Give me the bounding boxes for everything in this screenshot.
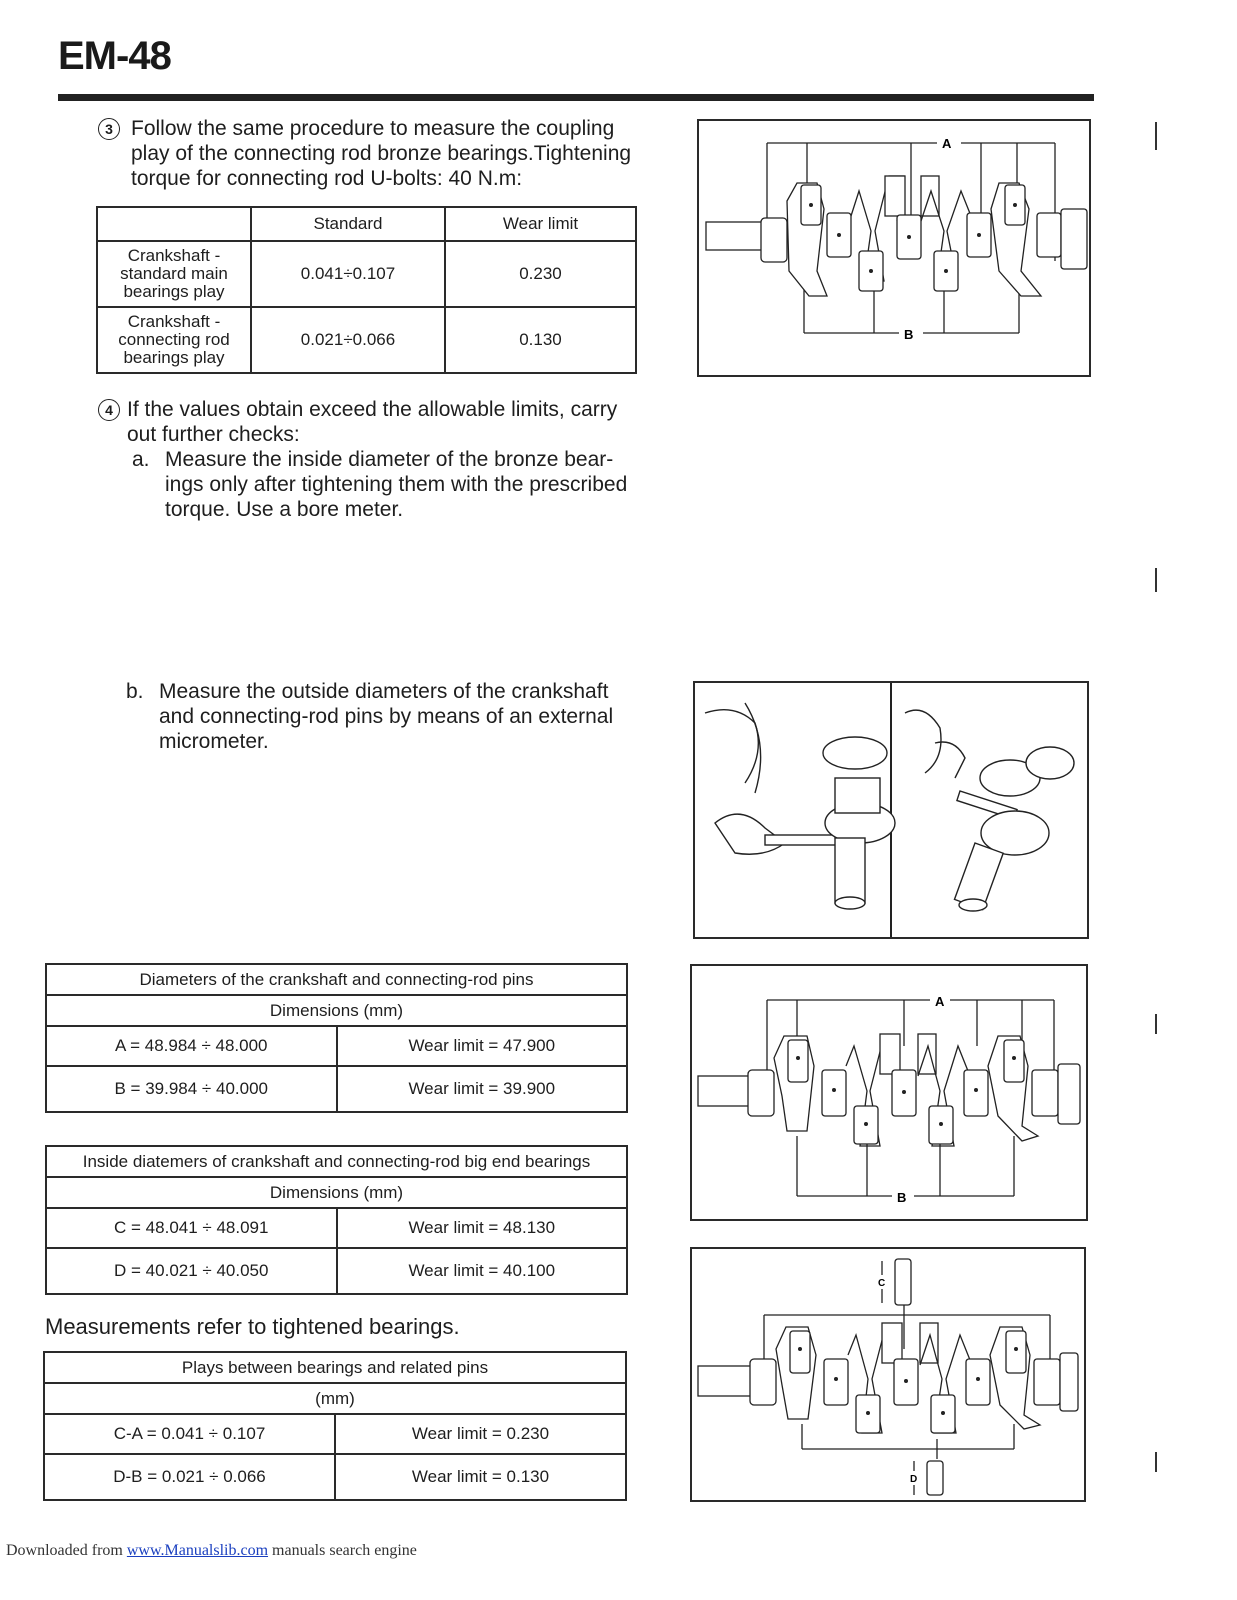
item-b-text: [159, 679, 639, 754]
table-row: [46, 1248, 627, 1294]
table-cell: Wear limit = 47.900: [337, 1026, 628, 1066]
dimension-label-c: C: [878, 1278, 886, 1289]
micrometer-illustration: [695, 683, 1087, 937]
table-row: [97, 307, 636, 373]
dimension-label-a: A: [935, 994, 945, 1009]
table-cell: Wear limit = 40.100: [337, 1248, 628, 1294]
table-cell: D = 40.021 ÷ 40.050: [46, 1248, 337, 1294]
scan-mark: [1155, 122, 1157, 150]
table-cell: B = 39.984 ÷ 40.000: [46, 1066, 337, 1112]
table-cell-label: [97, 307, 251, 373]
table-subtitle: Dimensions (mm): [46, 995, 627, 1026]
table-title: Diameters of the crankshaft and connecting-rod pins: [46, 964, 627, 995]
table-cell: 0.021÷0.066: [251, 307, 445, 373]
table-header-cell: Wear limit: [445, 207, 636, 241]
scan-mark: [1155, 1452, 1157, 1472]
step-3-marker: 3: [98, 118, 120, 140]
table-cell: A = 48.984 ÷ 48.000: [46, 1026, 337, 1066]
table-header-cell: [97, 207, 251, 241]
label-line: standard main: [120, 264, 228, 283]
bearing-diameter-table: [45, 1145, 628, 1295]
crankshaft-diagram: [692, 966, 1086, 1219]
scan-mark: [1155, 568, 1157, 592]
step-4-line: If the values obtain exceed the allowable limits, carry: [127, 398, 618, 421]
dimension-label-b: B: [904, 327, 914, 342]
crankshaft-bearing-diagram: [692, 1249, 1084, 1500]
step-4-line: out further checks:: [127, 423, 300, 446]
item-a-marker: a.: [132, 448, 150, 471]
dimension-label-a: A: [942, 136, 952, 151]
table-header-cell: Standard: [251, 207, 445, 241]
table-cell: 0.230: [445, 241, 636, 307]
footer-suffix: manuals search engine: [272, 1542, 417, 1559]
item-b-marker: b.: [126, 680, 144, 703]
micrometer-measurement-figure: [693, 681, 1089, 939]
manualslib-link[interactable]: www.Manualslib.com: [126, 1542, 269, 1559]
step-3-line: play of the connecting rod bronze bearings.Tightening: [131, 142, 632, 165]
table-row: [44, 1454, 626, 1500]
crankshaft-figure-cd: [690, 1247, 1086, 1502]
title-rule: [58, 94, 1094, 101]
item-a-line: torque. Use a bore meter.: [165, 498, 404, 521]
page-title: EM-48: [58, 34, 171, 78]
scan-mark: [1155, 1014, 1157, 1034]
step-3-text: [131, 116, 651, 191]
table-row: [46, 1208, 627, 1248]
item-a-line: Measure the inside diameter of the bronze bear-: [165, 448, 614, 471]
table-row: [46, 1066, 627, 1112]
bearing-play-limits-table: [43, 1351, 627, 1501]
bearing-play-table: [96, 206, 637, 374]
table-cell: Wear limit = 0.130: [335, 1454, 626, 1500]
dimension-label-d: D: [910, 1474, 918, 1485]
table-cell: Wear limit = 0.230: [335, 1414, 626, 1454]
table-row: [44, 1414, 626, 1454]
label-line: connecting rod: [118, 330, 230, 349]
download-footer: [6, 1542, 417, 1560]
item-a-line: ings only after tightening them with the prescribed: [165, 473, 628, 496]
table-subtitle: Dimensions (mm): [46, 1177, 627, 1208]
item-b-line: Measure the outside diameters of the crankshaft: [159, 680, 609, 703]
item-b-line: micrometer.: [159, 730, 269, 753]
table-cell: D-B = 0.021 ÷ 0.066: [44, 1454, 335, 1500]
step-3-line: torque for connecting rod U-bolts: 40 N.m:: [131, 167, 523, 190]
table-header-row: [97, 207, 636, 241]
dimension-label-b: B: [897, 1190, 907, 1205]
crankshaft-figure-ab-top: [697, 119, 1091, 377]
label-line: Crankshaft -: [127, 246, 221, 265]
table-subtitle: (mm): [44, 1383, 626, 1414]
crankshaft-figure-ab: [690, 964, 1088, 1221]
measurement-note: Measurements refer to tightened bearings.: [45, 1314, 460, 1339]
table-cell: C = 48.041 ÷ 48.091: [46, 1208, 337, 1248]
step-4-text: [127, 397, 647, 447]
step-4-marker: 4: [98, 399, 120, 421]
item-a-text: [165, 447, 645, 522]
table-cell: C-A = 0.041 ÷ 0.107: [44, 1414, 335, 1454]
label-line: bearings play: [123, 348, 225, 367]
pin-diameter-table: [45, 963, 628, 1113]
label-line: bearings play: [123, 282, 225, 301]
table-title: Plays between bearings and related pins: [44, 1352, 626, 1383]
footer-prefix: Downloaded from: [6, 1542, 123, 1559]
crankshaft-diagram: [699, 121, 1089, 375]
table-cell: Wear limit = 48.130: [337, 1208, 628, 1248]
item-b-line: and connecting-rod pins by means of an external: [159, 705, 614, 728]
table-title: Inside diatemers of crankshaft and connecting-rod big end bearings: [46, 1146, 627, 1177]
table-cell-label: [97, 241, 251, 307]
label-line: Crankshaft -: [127, 312, 221, 331]
table-row: [97, 241, 636, 307]
table-row: [46, 1026, 627, 1066]
step-3-line: Follow the same procedure to measure the coupling: [131, 117, 615, 140]
table-cell: 0.041÷0.107: [251, 241, 445, 307]
table-cell: Wear limit = 39.900: [337, 1066, 628, 1112]
table-cell: 0.130: [445, 307, 636, 373]
